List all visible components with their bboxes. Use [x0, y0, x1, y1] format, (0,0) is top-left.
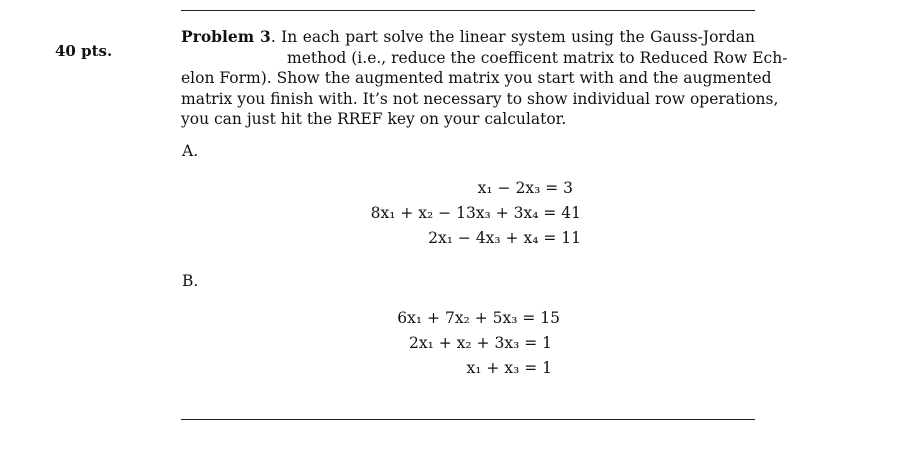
problem-text-1: . In each part solve the linear system using the Gauss-Jordan: [270, 28, 755, 46]
part-a-label: A.: [182, 142, 199, 160]
part-a-equation-1: x₁ − 2x₃ = 3: [477, 179, 573, 197]
part-b-equation-3: x₁ + x₃ = 1: [466, 359, 552, 377]
problem-line-2: method (i.e., reduce the coefficent matrix to Reduced Row Ech-: [287, 48, 788, 67]
problem-line-3: elon Form). Show the augmented matrix you start with and the augmented: [181, 69, 772, 87]
problem-line-5: you can just hit the RREF key on your calculator.: [181, 110, 567, 128]
part-a-equation-2: 8x₁ + x₂ − 13x₃ + 3x₄ = 41: [370, 204, 581, 222]
problem-line-1: [181, 27, 755, 48]
part-b-equation-2: 2x₁ + x₂ + 3x₃ = 1: [409, 334, 552, 352]
problem-line-4: matrix you finish with. It’s not necessary to show individual row operations,: [181, 89, 779, 108]
part-b-label: B.: [182, 272, 199, 290]
top-rule: [181, 10, 755, 11]
part-a-equation-3: 2x₁ − 4x₃ + x₄ = 11: [428, 229, 581, 247]
problem-title: Problem 3: [181, 27, 271, 46]
points-label: 40 pts.: [55, 42, 113, 60]
part-b-equation-1: 6x₁ + 7x₂ + 5x₃ = 15: [397, 309, 560, 327]
bottom-rule: [181, 419, 755, 420]
problem-statement: [181, 27, 788, 130]
